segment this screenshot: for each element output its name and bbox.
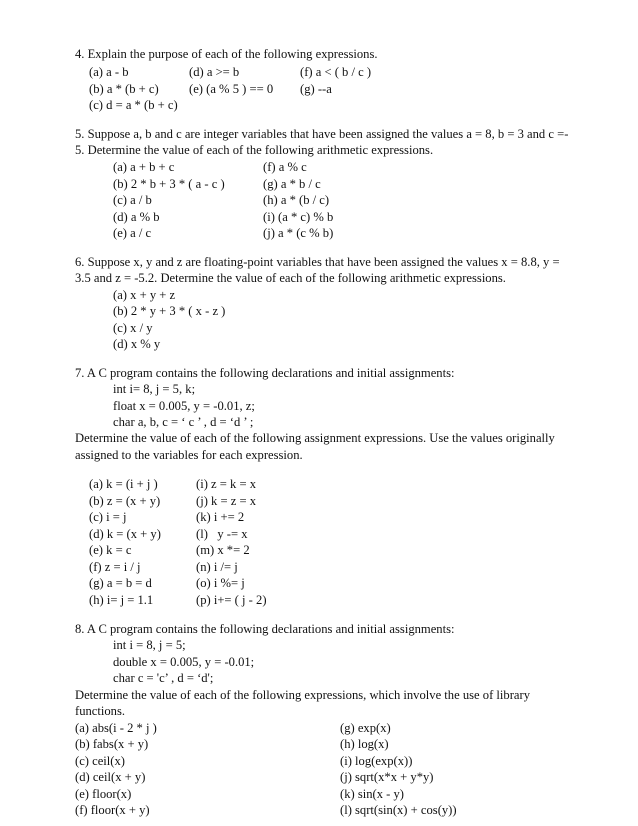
q8-decl-double: double x = 0.005, y = -0.01; bbox=[113, 655, 255, 669]
q4-item-c: (c) d = a * (b + c) bbox=[89, 98, 178, 112]
q7-left-h: (h) i= j = 1.1 bbox=[89, 593, 154, 607]
q7-left-f: (f) z = i / j bbox=[89, 560, 141, 574]
q7-right-i: (i) z = k = x bbox=[196, 477, 257, 491]
q8-left-c: (c) ceil(x) bbox=[75, 754, 125, 768]
q8-right-g: (g) exp(x) bbox=[340, 721, 391, 735]
q7-left-b: (b) z = (x + y) bbox=[89, 494, 161, 508]
q8-decl-int: int i = 8, j = 5; bbox=[113, 638, 186, 652]
q4-item-a: (a) a - b bbox=[89, 65, 129, 79]
q8-left-f: (f) floor(x + y) bbox=[75, 803, 150, 817]
q4-item-b: (b) a * (b + c) bbox=[89, 82, 159, 96]
q5-left-a: (a) a + b + c bbox=[113, 160, 175, 174]
q8-instruction-line1: Determine the value of each of the following expressions, which involve the use of library bbox=[75, 688, 530, 702]
q7-right-k: (k) i += 2 bbox=[196, 510, 245, 524]
q6-item-c: (c) x / y bbox=[113, 321, 153, 335]
q8-left-b: (b) fabs(x + y) bbox=[75, 737, 149, 751]
q4-item-g: (g) --a bbox=[300, 82, 332, 96]
q4-stem: 4. Explain the purpose of each of the following expressions. bbox=[75, 47, 378, 61]
q5-right-i: (i) (a * c) % b bbox=[263, 210, 334, 224]
q5-right-h: (h) a * (b / c) bbox=[263, 193, 330, 207]
q4-item-e: (e) (a % 5 ) == 0 bbox=[189, 82, 274, 96]
q8-right-j: (j) sqrt(x*x + y*y) bbox=[340, 770, 434, 784]
q7-right-m: (m) x *= 2 bbox=[196, 543, 250, 557]
q7-instruction-line1: Determine the value of each of the following assignment expressions. Use the values originally bbox=[75, 431, 555, 445]
q7-left-g: (g) a = b = d bbox=[89, 576, 152, 590]
q7-right-j: (j) k = z = x bbox=[196, 494, 257, 508]
q8-stem: 8. A C program contains the following declarations and initial assignments: bbox=[75, 622, 455, 636]
q8-decl-char: char c = 'c’ , d = ‘d'; bbox=[113, 671, 214, 685]
q7-right-o: (o) i %= j bbox=[196, 576, 245, 590]
q4-item-d: (d) a >= b bbox=[189, 65, 240, 79]
q7-stem: 7. A C program contains the following declarations and initial assignments: bbox=[75, 366, 455, 380]
q7-left-e: (e) k = c bbox=[89, 543, 132, 557]
q5-stem-line2: 5. Determine the value of each of the following arithmetic expressions. bbox=[75, 143, 434, 157]
q5-stem-line1: 5. Suppose a, b and c are integer variables that have been assigned the values a = 8, b = 3 and c =- bbox=[75, 127, 569, 141]
q7-left-a: (a) k = (i + j ) bbox=[89, 477, 158, 491]
q4-item-f: (f) a < ( b / c ) bbox=[300, 65, 372, 79]
q8-instruction-line2: functions. bbox=[75, 704, 126, 718]
q7-left-c: (c) i = j bbox=[89, 510, 127, 524]
q5-left-c: (c) a / b bbox=[113, 193, 152, 207]
q5-right-j: (j) a * (c % b) bbox=[263, 226, 334, 240]
q5-left-b: (b) 2 * b + 3 * ( a - c ) bbox=[113, 177, 225, 191]
q5-left-e: (e) a / c bbox=[113, 226, 152, 240]
q6-stem-line1: 6. Suppose x, y and z are floating-point variables that have been assigned the values x = 8.8, y = bbox=[75, 255, 560, 269]
q6-item-b: (b) 2 * y + 3 * ( x - z ) bbox=[113, 304, 226, 318]
q8-right-l: (l) sqrt(sin(x) + cos(y)) bbox=[340, 803, 457, 817]
q6-item-d: (d) x % y bbox=[113, 337, 161, 351]
q7-left-d: (d) k = (x + y) bbox=[89, 527, 161, 541]
q8-left-a: (a) abs(i - 2 * j ) bbox=[75, 721, 157, 735]
q7-instruction-line2: assigned to the variables for each expression. bbox=[75, 448, 303, 462]
q6-stem-line2: 3.5 and z = -5.2. Determine the value of each of the following arithmetic expressions. bbox=[75, 271, 506, 285]
q7-decl-char: char a, b, c = ‘ c ’ , d = ‘d ’ ; bbox=[113, 415, 254, 429]
q7-decl-int: int i= 8, j = 5, k; bbox=[113, 382, 196, 396]
q5-right-g: (g) a * b / c bbox=[263, 177, 321, 191]
q7-right-l: (l) y -= x bbox=[196, 527, 248, 541]
q8-right-i: (i) log(exp(x)) bbox=[340, 754, 413, 768]
q8-right-k: (k) sin(x - y) bbox=[340, 787, 405, 801]
q5-left-d: (d) a % b bbox=[113, 210, 160, 224]
q5-right-f: (f) a % c bbox=[263, 160, 307, 174]
q7-right-n: (n) i /= j bbox=[196, 560, 238, 574]
q8-left-d: (d) ceil(x + y) bbox=[75, 770, 146, 784]
q8-right-h: (h) log(x) bbox=[340, 737, 389, 751]
q6-item-a: (a) x + y + z bbox=[113, 288, 176, 302]
q7-right-p: (p) i+= ( j - 2) bbox=[196, 593, 267, 607]
q7-decl-float: float x = 0.005, y = -0.01, z; bbox=[113, 399, 255, 413]
q8-left-e: (e) floor(x) bbox=[75, 787, 132, 801]
